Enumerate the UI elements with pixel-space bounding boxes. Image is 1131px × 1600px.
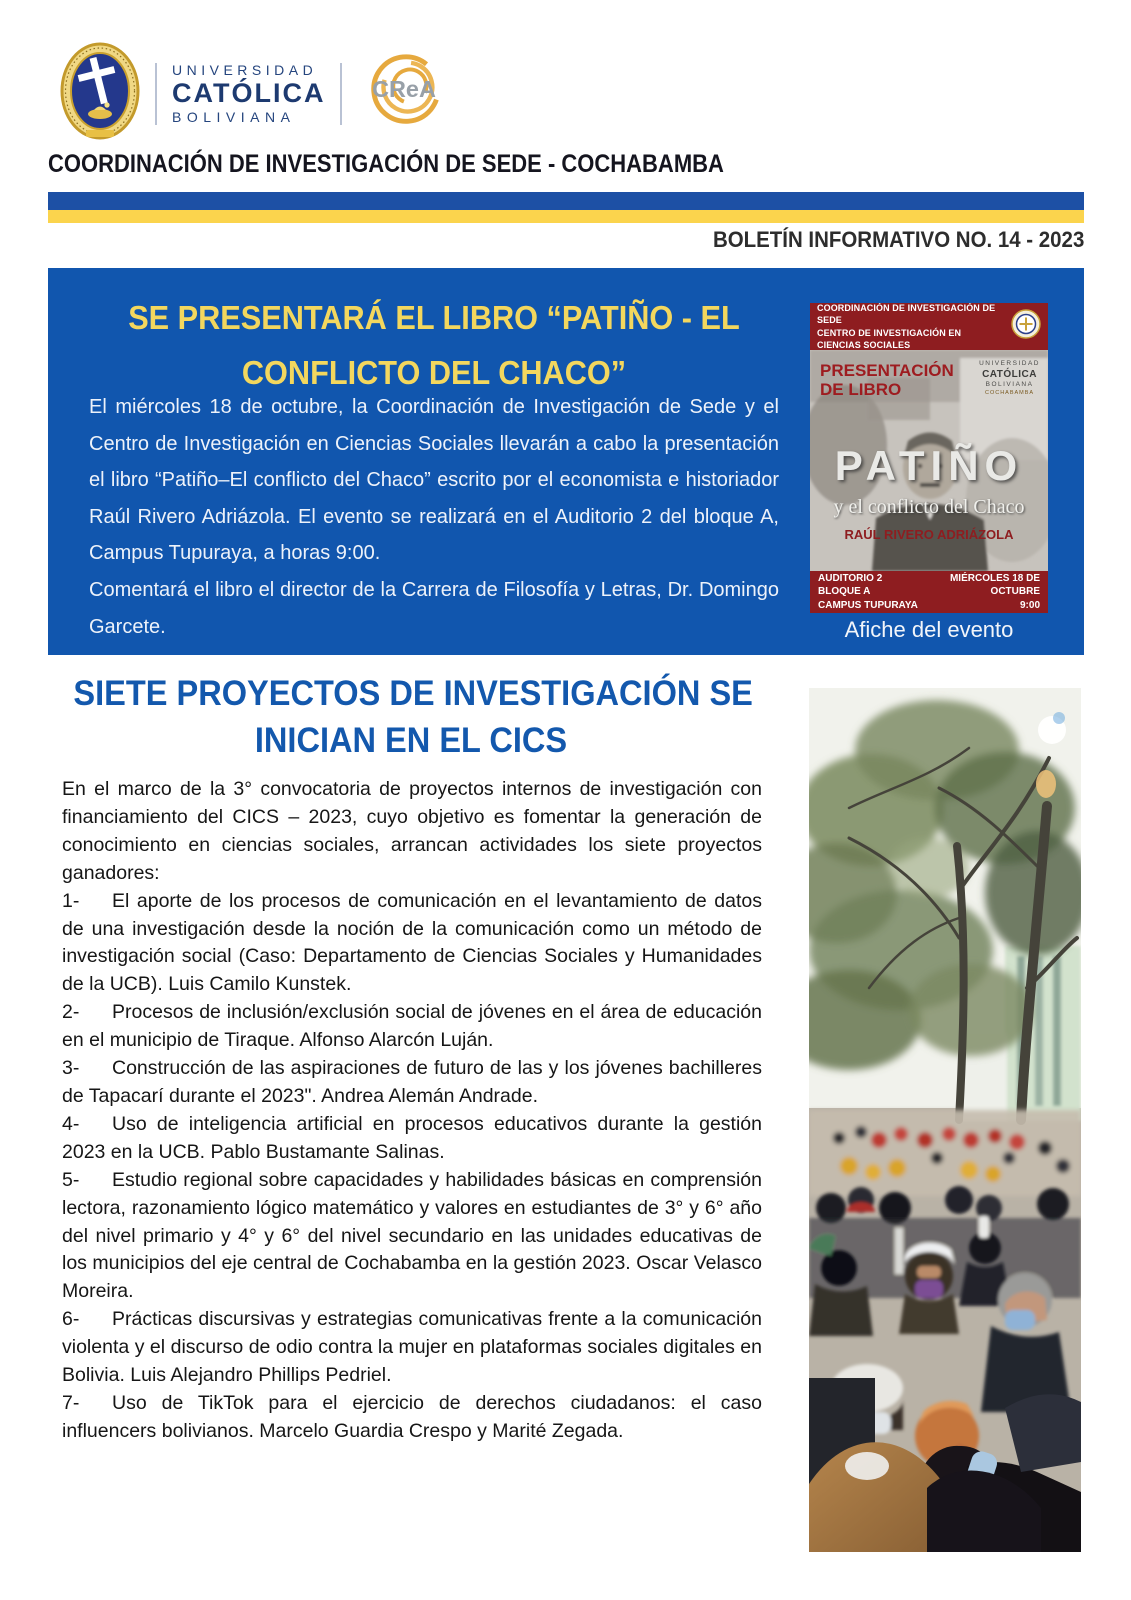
coordination-title: COORDINACIÓN DE INVESTIGACIÓN DE SEDE - COCHABAMBA	[48, 150, 724, 178]
poster-org-lines	[817, 303, 1005, 351]
project-number: 3-	[62, 1057, 80, 1080]
poster-kicker-line1: PRESENTACIÓN	[820, 361, 954, 380]
project-text: Procesos de inclusión/exclusión social de jóvenes en el área de educación en el municipio de Tiraque. Alfonso Alarcón Luján.	[62, 1001, 762, 1052]
poster-venue: AUDITORIO 2 BLOQUE A CAMPUS TUPURAYA	[818, 572, 918, 611]
poster-artwork	[810, 350, 1048, 571]
project-item	[62, 1111, 762, 1167]
svg-text:CReA: CReA	[372, 75, 437, 102]
university-wordmark	[172, 62, 325, 125]
poster-header	[810, 303, 1048, 350]
crowd-photo	[809, 688, 1081, 1552]
blue-bar	[48, 192, 1084, 210]
project-item	[62, 999, 762, 1055]
section-body	[62, 776, 762, 1446]
project-item	[62, 1055, 762, 1111]
poster-datetime: MIÉRCOLES 18 DE OCTUBRE 9:00	[949, 572, 1040, 611]
hero-title	[66, 290, 802, 400]
project-number: 6-	[62, 1308, 80, 1331]
project-number: 2-	[62, 1001, 80, 1024]
project-text: Construcción de las aspiraciones de futuro de las y los jóvenes bachilleres de Tapacarí durante el 2023". Andrea Alemán Andrade.	[62, 1057, 762, 1107]
project-item	[62, 1390, 762, 1446]
university-word-line1: UNIVERSIDAD	[172, 61, 318, 78]
project-number: 1-	[62, 889, 80, 912]
project-item	[62, 1306, 762, 1390]
poster-org-line1: COORDINACIÓN DE INVESTIGACIÓN DE SEDE	[817, 303, 996, 326]
project-text: El aporte de los procesos de comunicación en el levantamiento de datos de una investigación desde la noción de la comunicación como un método de investigación social (Caso: Departamento de Ciencias Sociales y Humanidades de la UCB). Luis Camilo Kunstek.	[62, 889, 762, 996]
poster-seal-icon	[1011, 309, 1041, 344]
project-number: 5-	[62, 1168, 80, 1191]
section-title-line1: SIETE PROYECTOS DE INVESTIGACIÓN SE	[73, 674, 753, 713]
poster-book-author: RAÚL RIVERO ADRIÁZOLA	[844, 527, 1014, 542]
poster-org-line2: CENTRO DE INVESTIGACIÓN EN CIENCIAS SOCIALES	[817, 327, 962, 350]
logo-divider	[155, 63, 157, 125]
project-number: 4-	[62, 1112, 80, 1135]
hero-card	[48, 268, 1084, 655]
university-word-line2: CATÓLICA	[172, 77, 326, 108]
poster-book-subtitle: y el conflicto del Chaco	[833, 496, 1025, 518]
section-title	[48, 670, 774, 764]
project-item	[62, 888, 762, 1000]
crea-logo-icon	[357, 49, 451, 138]
hero-paragraph-1: El miércoles 18 de octubre, la Coordinación de Investigación de Sede y el Centro de Investigación en Ciencias Sociales llevarán a cabo la presentación el libro “Patiño–El conflicto del Chaco” escrito por el economista e historiador Raúl Rivero Adriázola. El evento se realizará en el Auditorio 2 del bloque A, Campus Tupuraya, a horas 9:00.	[89, 396, 779, 565]
logo-divider	[340, 63, 342, 125]
hero-title-line1: SE PRESENTARÁ EL LIBRO “PATIÑO - EL	[128, 299, 740, 336]
poster-footer	[810, 571, 1048, 613]
poster-book-title: PATIÑO	[834, 442, 1024, 489]
project-item	[62, 1167, 762, 1307]
hero-body	[89, 389, 779, 645]
project-text: Uso de inteligencia artificial en procesos educativos durante la gestión 2023 en la UCB. Pablo Bustamante Salinas.	[62, 1112, 762, 1163]
project-text: Prácticas discursivas y estrategias comunicativas frente a la comunicación violenta y el discurso de odio contra la mujer en plataformas sociales digitales en Bolivia. Luis Alejandro Phillips Pedriel.	[62, 1308, 762, 1387]
header-logo-group	[60, 42, 451, 145]
event-poster	[810, 303, 1048, 613]
hero-title-line2: CONFLICTO DEL CHACO”	[241, 354, 627, 391]
project-text: Uso de TikTok para el ejercicio de derechos ciudadanos: el caso influencers bolivianos. Marcelo Guardia Crespo y Marité Zegada.	[62, 1391, 762, 1442]
poster-university-wordmark: UNIVERSIDAD CATÓLICA BOLIVIANA COCHABAMBA	[979, 360, 1040, 396]
hero-paragraph-2: Comentará el libro el director de la Carrera de Filosofía y Letras, Dr. Domingo Garcete.	[89, 578, 779, 638]
project-text: Estudio regional sobre capacidades y habilidades básicas en comprensión lectora, razonamiento lógico matemático y valores en estudiantes de 3° y 6° año del nivel primario y 4° y 6° del nivel secundario en las unidades educativas de los municipios del eje central de Cochabamba en la gestión 2023. Oscar Velasco Moreira.	[62, 1168, 762, 1303]
yellow-bar	[48, 210, 1084, 223]
poster-kicker	[820, 361, 954, 399]
section-intro: En el marco de la 3° convocatoria de proyectos internos de investigación con financiamiento del CICS – 2023, cuyo objetivo es fomentar la generación de conocimiento en ciencias sociales, arrancan actividades los siete proyectos ganadores:	[62, 778, 762, 884]
university-word-line3: BOLIVIANA	[172, 109, 296, 126]
section-title-line2: INICIAN EN EL CICS	[254, 721, 568, 760]
bulletin-label: BOLETÍN INFORMATIVO NO. 14 - 2023	[712, 227, 1084, 252]
poster-kicker-line2: DE LIBRO	[820, 380, 902, 400]
project-number: 7-	[62, 1391, 80, 1414]
university-seal-icon	[60, 42, 140, 145]
poster-caption: Afiche del evento	[844, 617, 1014, 642]
